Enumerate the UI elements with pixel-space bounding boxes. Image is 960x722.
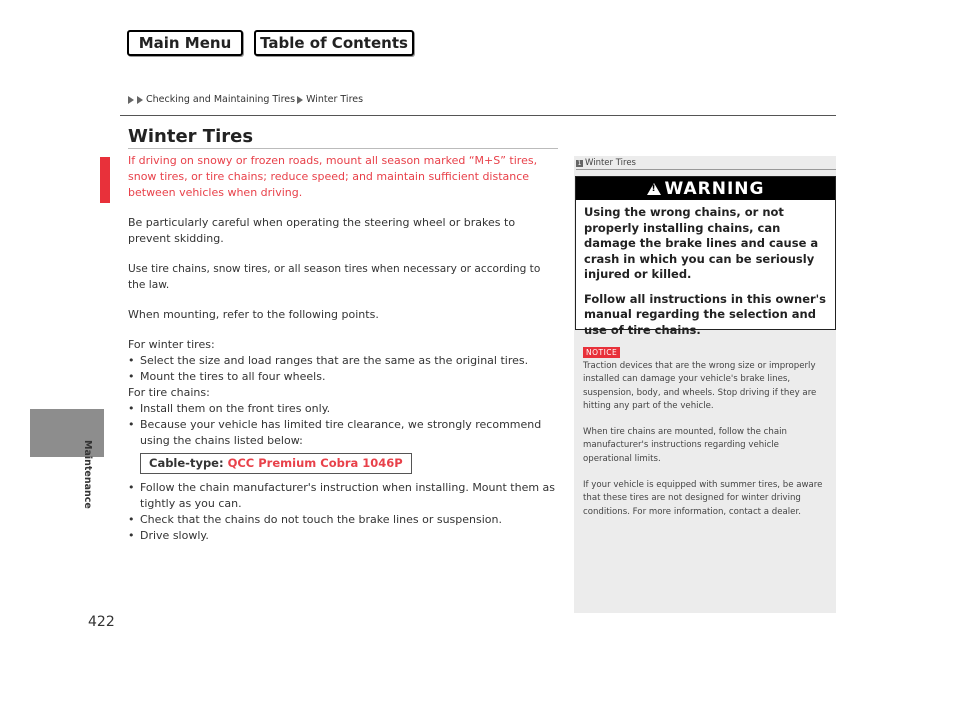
cable-type-box: [140, 453, 412, 474]
page-title: Winter Tires: [128, 126, 254, 147]
list-item: • Follow the chain manufacturer's instruction when installing. Mount them as tightly as you can.: [128, 480, 560, 512]
warning-triangle-icon: !: [647, 183, 661, 195]
sidebar-notes: [583, 360, 830, 532]
title-underline: [128, 148, 558, 149]
intro-warning-text: If driving on snowy or frozen roads, mount all season marked “M+S” tires, snow tires, or tire chains; reduce speed; and maintain sufficient distance between vehicles when driving.: [128, 154, 538, 199]
header-divider: [120, 115, 836, 116]
section-tab-label: Maintenance: [82, 440, 93, 509]
list-item: • Select the size and load ranges that are the same as the original tires.: [128, 353, 560, 369]
list-item: • Drive slowly.: [128, 528, 560, 544]
breadcrumb-arrow-icon: [137, 96, 143, 104]
list-item: • Check that the chains do not touch the brake lines or suspension.: [128, 512, 560, 528]
tire-chains-label: For tire chains:: [128, 386, 210, 399]
list-item: • Because your vehicle has limited tire clearance, we strongly recommend using the chains listed below:: [128, 417, 560, 449]
breadcrumb-link-checking-tires[interactable]: Checking and Maintaining Tires: [146, 94, 296, 105]
reference-number-icon: 1: [577, 159, 582, 167]
warning-box: [575, 176, 836, 337]
sidebar-heading-text: Winter Tires: [585, 158, 636, 168]
warning-title: WARNING: [664, 178, 765, 199]
main-menu-button[interactable]: Main Menu: [127, 30, 243, 56]
list-item: • Mount the tires to all four wheels.: [128, 369, 560, 385]
warning-text: Using the wrong chains, or not properly installing chains, can damage the brake lines and cause a crash in which you can be seriously injured or killed.: [584, 205, 819, 281]
breadcrumb: [128, 94, 363, 105]
warning-header: [576, 177, 835, 200]
main-content: [128, 153, 560, 544]
paragraph: When mounting, refer to the following points.: [128, 308, 379, 321]
page-number: 422: [88, 614, 115, 630]
warning-text: Follow all instructions in this owner's manual regarding the selection and use of tire chains.: [584, 291, 827, 337]
breadcrumb-arrow-icon: [297, 96, 303, 104]
list-item: • Install them on the front tires only.: [128, 401, 560, 417]
sidebar-paragraph: If your vehicle is equipped with summer tires, be aware that these tires are not designed for winter driving conditions. For more information, contact a dealer.: [583, 480, 823, 517]
breadcrumb-arrow-icon: [128, 96, 134, 104]
notice-badge: NOTICE: [583, 347, 620, 358]
winter-tires-label: For winter tires:: [128, 338, 215, 351]
paragraph: Use tire chains, snow tires, or all season tires when necessary or according to the law.: [128, 263, 541, 291]
breadcrumb-current: Winter Tires: [306, 94, 364, 105]
paragraph: Be particularly careful when operating the steering wheel or brakes to prevent skidding.: [128, 216, 516, 245]
notice-text: Traction devices that are the wrong size or improperly installed can damage your vehicle's brake lines, suspension, body, and wheels. Stop driving if they are hitting any part of the vehicle.: [583, 361, 817, 411]
sidebar-paragraph: When tire chains are mounted, follow the chain manufacturer's instructions regarding vehicle operational limits.: [583, 427, 787, 464]
sidebar-divider: [576, 169, 836, 170]
sidebar-heading: [576, 158, 636, 168]
cable-type-label: Cable-type:: [149, 456, 224, 470]
table-of-contents-button[interactable]: Table of Contents: [254, 30, 414, 56]
cable-type-value: QCC Premium Cobra 1046P: [227, 456, 403, 470]
emphasis-marker: [100, 157, 110, 203]
